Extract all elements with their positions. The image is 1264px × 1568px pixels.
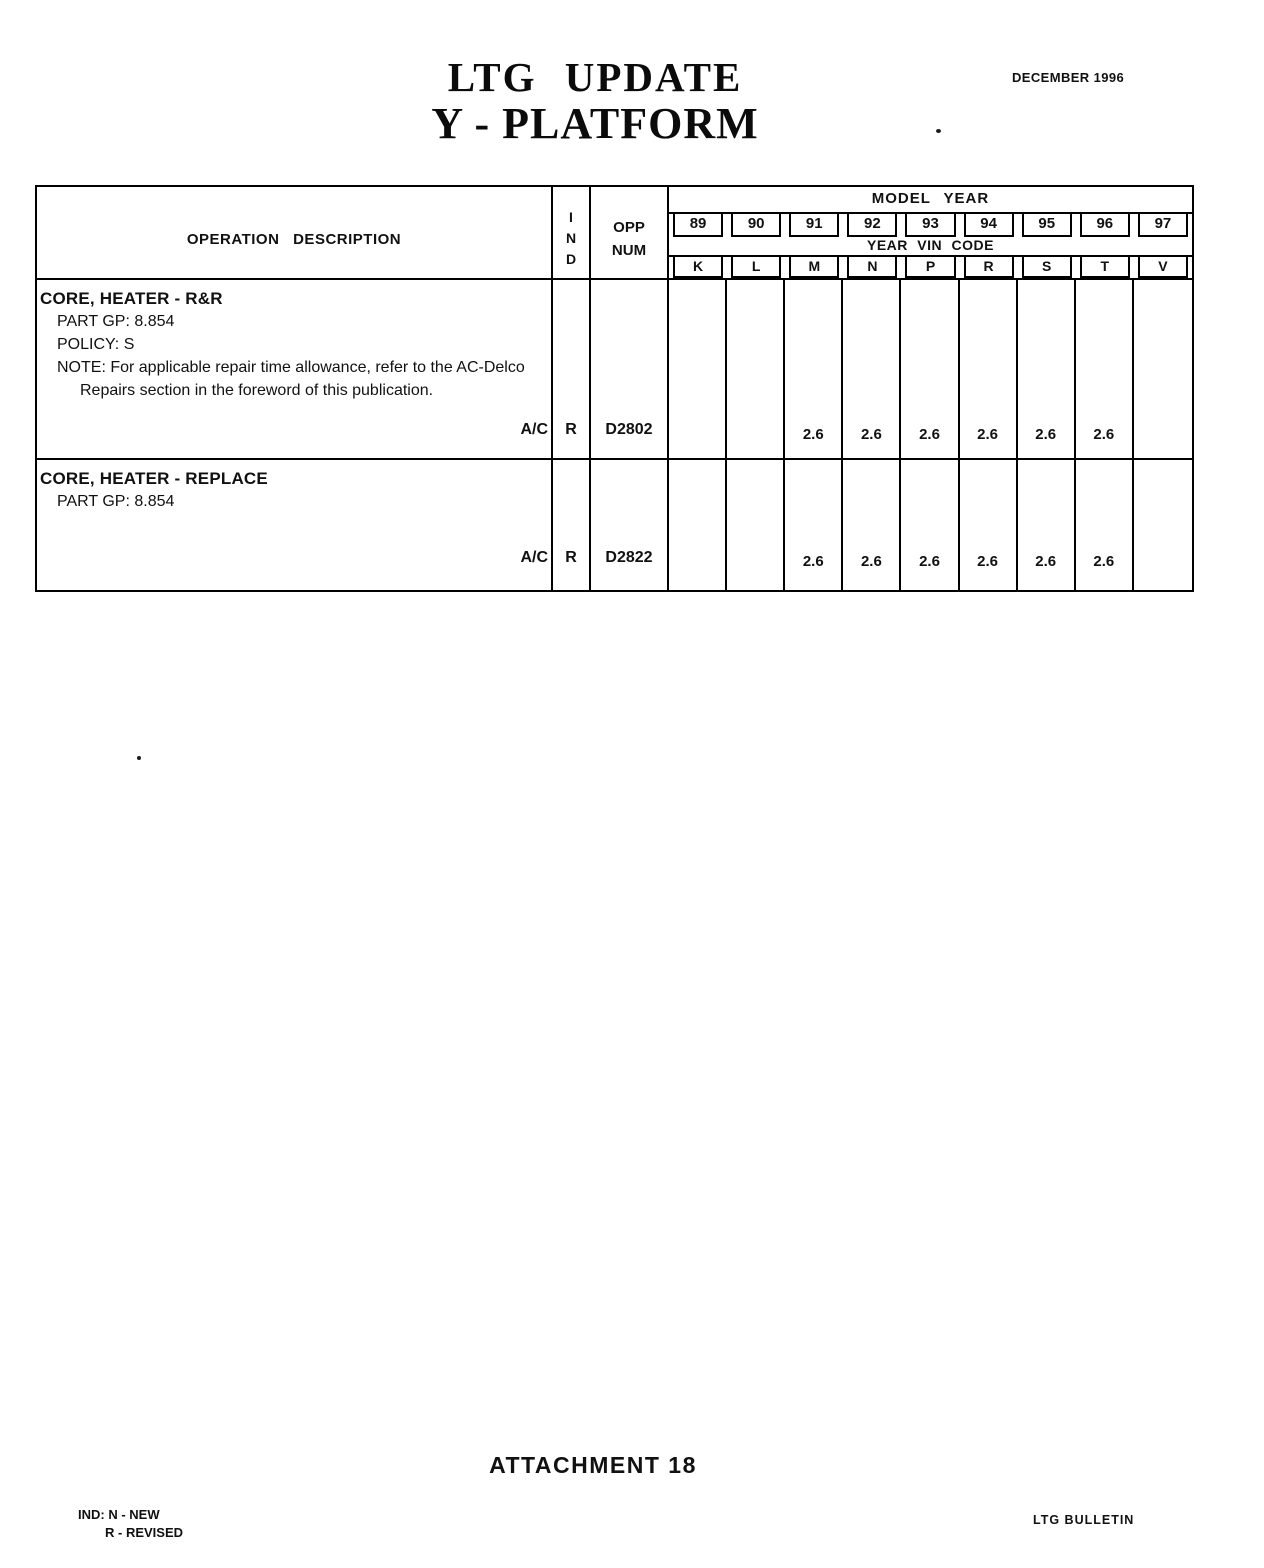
operation-detail: POLICY: S (57, 336, 135, 353)
ac-label: A/C (520, 421, 548, 438)
page-title-block (340, 54, 850, 148)
ind-letter: I (569, 209, 573, 225)
scan-artifact-dot (936, 129, 941, 133)
opp-num-cell: D2802 (591, 280, 669, 460)
col-header-operation-description: OPERATION DESCRIPTION (37, 187, 553, 280)
time-value-cell: 2.6 (785, 460, 843, 590)
vin-cell: S (1022, 257, 1072, 278)
year-cell: 90 (731, 214, 781, 236)
page-title: LTG UPDATE (447, 54, 743, 100)
vin-header-row (669, 257, 1192, 278)
time-value-cell: 2.6 (1076, 460, 1134, 590)
operation-title: CORE, HEATER - REPLACE (40, 469, 268, 488)
model-year-label: MODEL YEAR (669, 187, 1192, 214)
year-cell: 95 (1022, 214, 1072, 236)
vin-cell: P (905, 257, 955, 278)
ind-legend (78, 1506, 183, 1542)
year-cell: 97 (1138, 214, 1188, 236)
time-value-cell: 2.6 (960, 460, 1018, 590)
ac-label: A/C (520, 549, 548, 566)
year-cell: 89 (673, 214, 723, 236)
legend-line: R - REVISED (105, 1525, 184, 1540)
ind-cell: R (553, 460, 591, 590)
time-value-cell: 2.6 (1018, 280, 1076, 460)
vin-cell: V (1138, 257, 1188, 278)
col-header-ind (553, 187, 591, 280)
vin-cell: R (964, 257, 1014, 278)
col-header-opp-num: OPP NUM (591, 187, 669, 280)
time-value-cell: 2.6 (785, 280, 843, 460)
year-header-row (669, 214, 1192, 236)
time-value-cell: 2.6 (1076, 280, 1134, 460)
vin-cell: N (847, 257, 897, 278)
operation-title: CORE, HEATER - R&R (40, 289, 223, 308)
year-cell: 96 (1080, 214, 1130, 236)
time-value-cell (1134, 460, 1192, 590)
vin-cell: K (673, 257, 723, 278)
operation-note: NOTE: For applicable repair time allowance, refer to the AC-Delco (57, 359, 525, 376)
vin-cell: T (1080, 257, 1130, 278)
time-value-cell (1134, 280, 1192, 460)
time-value-cell: 2.6 (960, 280, 1018, 460)
time-value-cell (669, 280, 727, 460)
time-value-cell: 2.6 (1018, 460, 1076, 590)
legend-line: IND: N - NEW (78, 1507, 160, 1522)
operation-description-cell (37, 460, 553, 590)
date-label: DECEMBER 1996 (1012, 70, 1125, 85)
time-value-cell (727, 460, 785, 590)
time-value-cell: 2.6 (843, 280, 901, 460)
year-cell: 92 (847, 214, 897, 236)
year-cell: 93 (905, 214, 955, 236)
ind-cell: R (553, 280, 591, 460)
time-value-cell: 2.6 (901, 280, 959, 460)
year-cell: 94 (964, 214, 1014, 236)
operations-table (35, 185, 1194, 592)
page-subtitle: Y - PLATFORM (431, 99, 759, 148)
vin-cell: L (731, 257, 781, 278)
time-value-cell: 2.6 (901, 460, 959, 590)
operation-description-cell (37, 280, 553, 460)
time-value-cell (727, 280, 785, 460)
ind-letter: D (565, 251, 577, 267)
model-year-header (669, 187, 1192, 280)
time-value-cell: 2.6 (843, 460, 901, 590)
operation-detail: PART GP: 8.854 (57, 313, 175, 330)
opp-num-cell: D2822 (591, 460, 669, 590)
ind-letter: N (565, 230, 577, 246)
scan-artifact-dot (137, 756, 141, 760)
operation-note: Repairs section in the foreword of this publication. (80, 382, 434, 399)
bulletin-label: LTG BULLETIN (1033, 1513, 1135, 1527)
time-value-cell (669, 460, 727, 590)
attachment-label: ATTACHMENT 18 (489, 1452, 697, 1478)
vin-code-label: YEAR VIN CODE (669, 237, 1192, 257)
vin-cell: M (789, 257, 839, 278)
operation-detail: PART GP: 8.854 (57, 493, 175, 510)
year-cell: 91 (789, 214, 839, 236)
